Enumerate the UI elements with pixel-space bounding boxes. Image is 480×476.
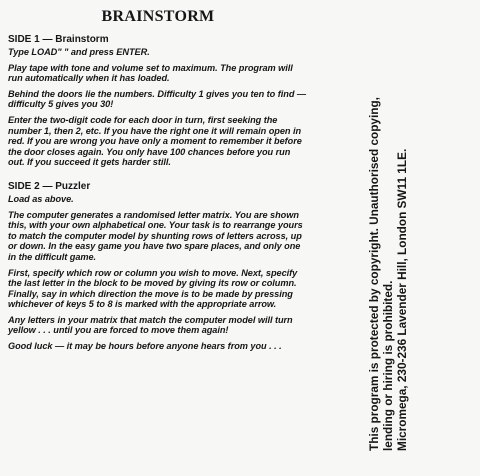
- copyright-notice: [367, 21, 409, 451]
- side1-paragraph: Enter the two-digit code for each door in turn, first seeking the number 1, then 2, etc. If you have the right one it will remain open in red. If you are wrong you have only a moment to remember it before the door closes again. You only have 100 chances before you run out. If you succeed it gets harder still.: [8, 114, 302, 168]
- publisher-address: Micromega, 230-236 Lavender Hill, London SW11 1LE.: [395, 148, 409, 451]
- game-title: BRAINSTORM: [101, 8, 215, 25]
- side2-paragraph: Any letters in your matrix that match the computer model will turn yellow . . . until you are forced to move them again!: [8, 314, 293, 336]
- side1-paragraph: Type LOAD" " and press ENTER.: [8, 47, 150, 57]
- side1-heading: SIDE 1 — Brainstorm: [8, 34, 109, 45]
- instructions-column: [8, 8, 308, 357]
- copyright-panel: [300, 0, 480, 476]
- side1-paragraph: Play tape with tone and volume set to maximum. The program will run automatically when it has loaded.: [8, 62, 293, 84]
- side2-paragraph: Good luck — it may be hours before anyone hears from you . . .: [8, 341, 282, 352]
- copyright-line: This program is protected by copyright. Unauthorised copying,: [367, 97, 381, 451]
- side1-paragraph: Behind the doors lie the numbers. Difficulty 1 gives you ten to find — difficulty 5 gives you 30!: [8, 88, 307, 110]
- copyright-line: lending or hiring is prohibited.: [381, 280, 395, 451]
- side2-paragraph: First, specify which row or column you wish to move. Next, specify the last letter in the block to be moved by giving its row or column. Finally, say in which direction the move is to be made by pressing whichever of keys 5 to 8 is marked with the appropriate arrow.: [8, 267, 298, 310]
- side2-heading: SIDE 2 — Puzzler: [8, 180, 91, 192]
- side2-paragraph: The computer generates a randomised letter matrix. You are shown this, with your own alphabetical one. Your task is to rearrange yours to match the computer model by shunting rows of letters across, up or down. In the easy game you have two spare places, and only one in the difficult game.: [8, 209, 303, 262]
- side2-paragraph: Load as above.: [8, 193, 74, 204]
